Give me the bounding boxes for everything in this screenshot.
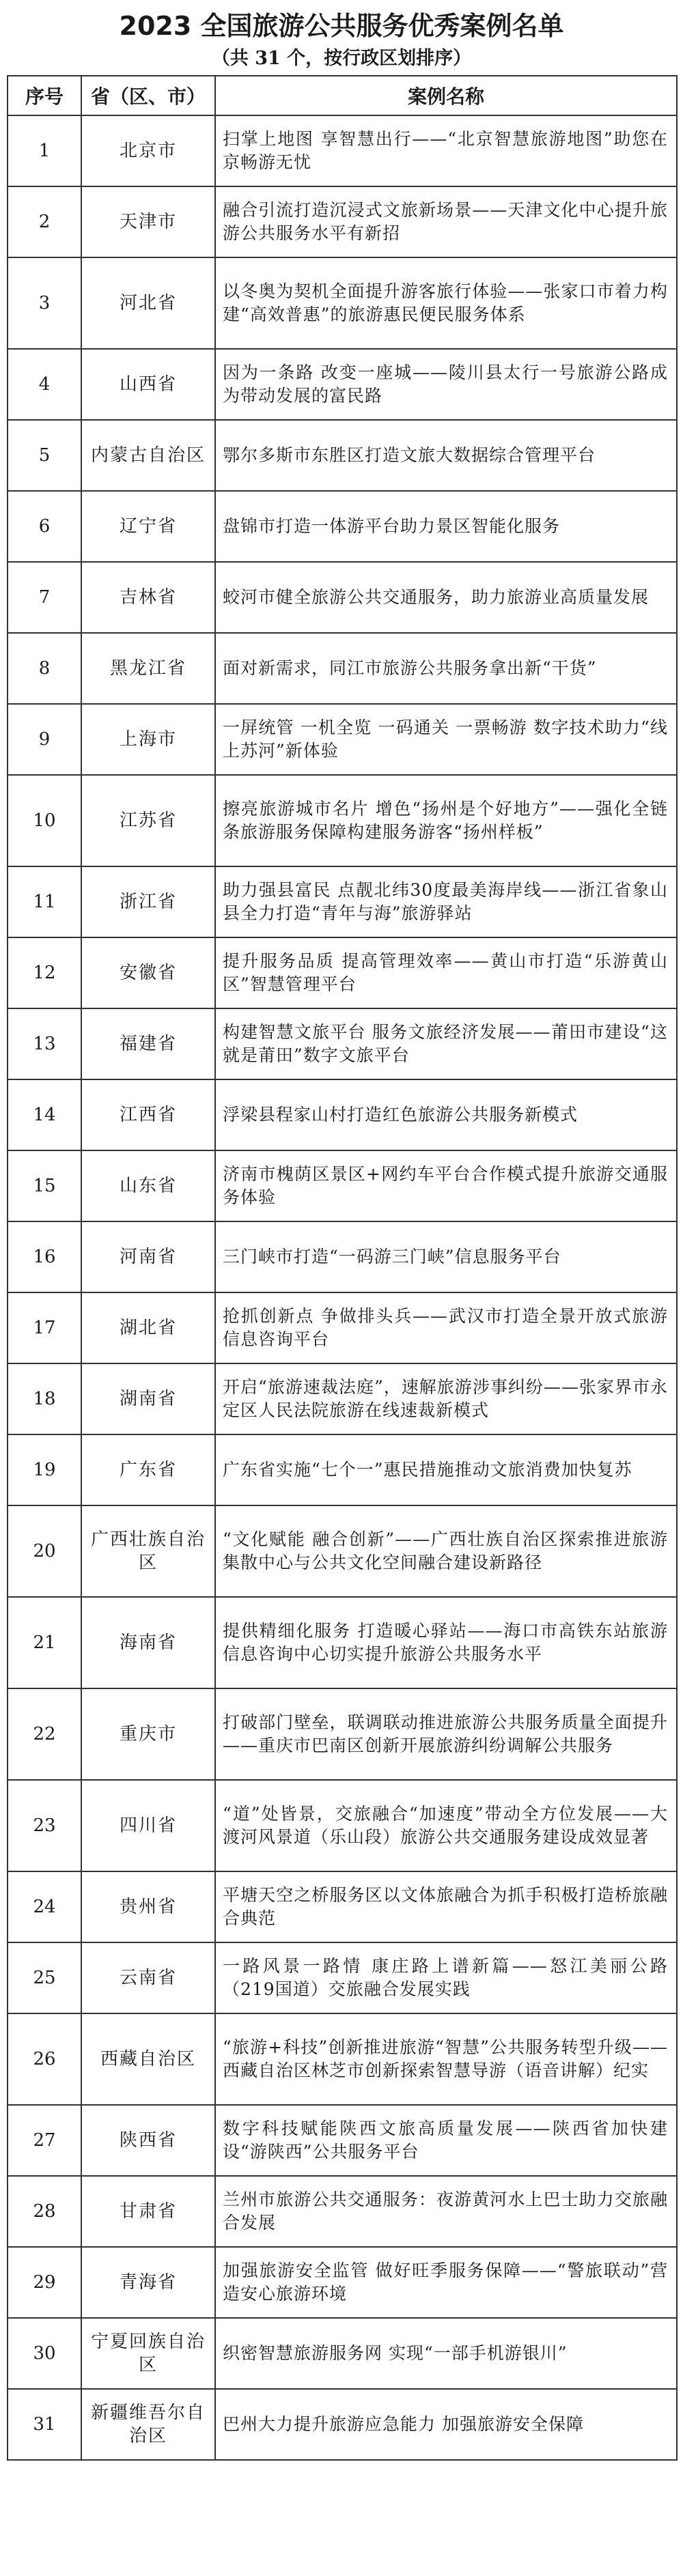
- row-case-name: “道”处皆景，交旅融合“加速度”带动全方位发展——大渡河风景道（乐山段）旅游公共交通服务建设成效显著: [215, 1780, 677, 1871]
- row-case-name: 提升服务品质 提高管理效率——黄山市打造“乐游黄山区”智慧管理平台: [215, 937, 677, 1008]
- row-case-name: 以冬奥为契机全面提升游客旅行体验——张家口市着力构建“高效普惠”的旅游惠民便民服务体系: [215, 257, 677, 349]
- row-province: 山东省: [81, 1150, 215, 1221]
- row-province: 江苏省: [81, 775, 215, 866]
- row-case-name: 一屏统管 一机全览 一码通关 一票畅游 数字技术助力“线上苏河”新体验: [215, 704, 677, 775]
- row-case-name: 浮梁县程家山村打造红色旅游公共服务新模式: [215, 1079, 677, 1150]
- table-row: [8, 2105, 677, 2176]
- table-row: [8, 1079, 677, 1150]
- row-case-name: 一路风景一路情 康庄路上谱新篇——怒江美丽公路（219国道）交旅融合发展实践: [215, 1942, 677, 2013]
- row-province: 海南省: [81, 1597, 215, 1688]
- row-province: 甘肃省: [81, 2176, 215, 2247]
- row-province: 天津市: [81, 186, 215, 257]
- row-number: 9: [8, 704, 81, 775]
- row-case-name: 提供精细化服务 打造暖心驿站——海口市高铁东站旅游信息咨询中心切实提升旅游公共服务水平: [215, 1597, 677, 1688]
- table-row: [8, 115, 677, 186]
- row-province: 湖北省: [81, 1292, 215, 1363]
- row-number: 14: [8, 1079, 81, 1150]
- table-row: [8, 1871, 677, 1942]
- row-province: 湖南省: [81, 1363, 215, 1434]
- table-row: [8, 937, 677, 1008]
- row-province: 北京市: [81, 115, 215, 186]
- row-case-name: 平塘天空之桥服务区以文体旅融合为抓手积极打造桥旅融合典范: [215, 1871, 677, 1942]
- row-number: 21: [8, 1597, 81, 1688]
- row-number: 31: [8, 2389, 81, 2460]
- row-number: 3: [8, 257, 81, 349]
- document-subtitle: （共 31 个，按行政区划排序）: [211, 48, 472, 69]
- table-body: [8, 115, 677, 2460]
- table-row: [8, 1150, 677, 1221]
- row-number: 22: [8, 1688, 81, 1780]
- table-row: [8, 2389, 677, 2460]
- row-case-name: 抢抓创新点 争做排头兵——武汉市打造全景开放式旅游信息咨询平台: [215, 1292, 677, 1363]
- row-number: 29: [8, 2247, 81, 2318]
- table-row: [8, 349, 677, 420]
- row-case-name: 打破部门壁垒，联调联动推进旅游公共服务质量全面提升——重庆市巴南区创新开展旅游纠纷调解公共服务: [215, 1688, 677, 1780]
- row-case-name: 织密智慧旅游服务网 实现“一部手机游银川”: [215, 2318, 677, 2389]
- row-number: 13: [8, 1008, 81, 1079]
- table-row: [8, 1780, 677, 1871]
- table-row: [8, 704, 677, 775]
- row-case-name: 面对新需求，同江市旅游公共服务拿出新“干货”: [215, 633, 677, 704]
- row-case-name: “旅游+科技”创新推进旅游“智慧”公共服务转型升级——西藏自治区林芝市创新探索智慧导游（语音讲解）纪实: [215, 2013, 677, 2105]
- row-number: 26: [8, 2013, 81, 2105]
- table-row: [8, 186, 677, 257]
- row-province: 陕西省: [81, 2105, 215, 2176]
- row-case-name: “文化赋能 融合创新”——广西壮族自治区探索推进旅游集散中心与公共文化空间融合建设新路径: [215, 1505, 677, 1597]
- row-number: 12: [8, 937, 81, 1008]
- row-province: 西藏自治区: [81, 2013, 215, 2105]
- row-number: 20: [8, 1505, 81, 1597]
- row-case-name: 盘锦市打造一体游平台助力景区智能化服务: [215, 491, 677, 562]
- row-number: 7: [8, 562, 81, 633]
- row-case-name: 助力强县富民 点靓北纬30度最美海岸线——浙江省象山县全力打造“青年与海”旅游驿站: [215, 866, 677, 937]
- table-row: [8, 1942, 677, 2013]
- table-row: [8, 2318, 677, 2389]
- table-row: [8, 1434, 677, 1505]
- row-case-name: 数字科技赋能陕西文旅高质量发展——陕西省加快建设“游陕西”公共服务平台: [215, 2105, 677, 2176]
- row-province: 江西省: [81, 1079, 215, 1150]
- row-number: 28: [8, 2176, 81, 2247]
- table-row: [8, 2247, 677, 2318]
- row-province: 宁夏回族自治区: [81, 2318, 215, 2389]
- table-row: [8, 1688, 677, 1780]
- row-province: 山西省: [81, 349, 215, 420]
- row-case-name: 开启“旅游速裁法庭”，速解旅游涉事纠纷——张家界市永定区人民法院旅游在线速裁新模式: [215, 1363, 677, 1434]
- row-number: 11: [8, 866, 81, 937]
- row-case-name: 扫掌上地图 享智慧出行——“北京智慧旅游地图”助您在京畅游无忧: [215, 115, 677, 186]
- row-case-name: 构建智慧文旅平台 服务文旅经济发展——莆田市建设“这就是莆田”数字文旅平台: [215, 1008, 677, 1079]
- row-case-name: 济南市槐荫区景区+网约车平台合作模式提升旅游交通服务体验: [215, 1150, 677, 1221]
- table-row: [8, 491, 677, 562]
- table-row: [8, 633, 677, 704]
- row-province: 广西壮族自治区: [81, 1505, 215, 1597]
- row-number: 6: [8, 491, 81, 562]
- row-province: 吉林省: [81, 562, 215, 633]
- row-number: 15: [8, 1150, 81, 1221]
- row-case-name: 鄂尔多斯市东胜区打造文旅大数据综合管理平台: [215, 420, 677, 491]
- row-number: 1: [8, 115, 81, 186]
- table-row: [8, 1008, 677, 1079]
- row-province: 河北省: [81, 257, 215, 349]
- header-number: 序号: [8, 76, 81, 115]
- row-province: 安徽省: [81, 937, 215, 1008]
- row-province: 重庆市: [81, 1688, 215, 1780]
- table-row: [8, 2013, 677, 2105]
- row-number: 16: [8, 1221, 81, 1292]
- table-row: [8, 1597, 677, 1688]
- table-row: [8, 562, 677, 633]
- table-row: [8, 420, 677, 491]
- row-number: 8: [8, 633, 81, 704]
- row-province: 云南省: [81, 1942, 215, 2013]
- header-province: 省（区、市）: [81, 76, 215, 115]
- header-case-name: 案例名称: [215, 76, 677, 115]
- row-case-name: 巴州大力提升旅游应急能力 加强旅游安全保障: [215, 2389, 677, 2460]
- case-list-table: [7, 75, 678, 2461]
- row-province: 福建省: [81, 1008, 215, 1079]
- row-province: 辽宁省: [81, 491, 215, 562]
- row-case-name: 蛟河市健全旅游公共交通服务，助力旅游业高质量发展: [215, 562, 677, 633]
- row-province: 青海省: [81, 2247, 215, 2318]
- row-number: 10: [8, 775, 81, 866]
- row-number: 25: [8, 1942, 81, 2013]
- row-province: 内蒙古自治区: [81, 420, 215, 491]
- table-header-row: [8, 76, 677, 115]
- row-number: 23: [8, 1780, 81, 1871]
- row-number: 4: [8, 349, 81, 420]
- row-case-name: 三门峡市打造“一码游三门峡”信息服务平台: [215, 1221, 677, 1292]
- row-province: 四川省: [81, 1780, 215, 1871]
- table-row: [8, 866, 677, 937]
- row-case-name: 兰州市旅游公共交通服务：夜游黄河水上巴士助力交旅融合发展: [215, 2176, 677, 2247]
- row-province: 广东省: [81, 1434, 215, 1505]
- row-province: 上海市: [81, 704, 215, 775]
- row-number: 19: [8, 1434, 81, 1505]
- document-title: 2023 全国旅游公共服务优秀案例名单: [119, 11, 564, 41]
- table-row: [8, 1363, 677, 1434]
- row-case-name: 融合引流打造沉浸式文旅新场景——天津文化中心提升旅游公共服务水平有新招: [215, 186, 677, 257]
- table-header: [8, 76, 677, 115]
- table-row: [8, 2176, 677, 2247]
- row-province: 新疆维吾尔自治区: [81, 2389, 215, 2460]
- row-province: 黑龙江省: [81, 633, 215, 704]
- row-number: 5: [8, 420, 81, 491]
- table-row: [8, 257, 677, 349]
- table-row: [8, 775, 677, 866]
- row-case-name: 广东省实施“七个一”惠民措施推动文旅消费加快复苏: [215, 1434, 677, 1505]
- table-row: [8, 1221, 677, 1292]
- row-number: 27: [8, 2105, 81, 2176]
- row-case-name: 加强旅游安全监管 做好旺季服务保障——“警旅联动”营造安心旅游环境: [215, 2247, 677, 2318]
- row-province: 贵州省: [81, 1871, 215, 1942]
- row-province: 河南省: [81, 1221, 215, 1292]
- row-number: 2: [8, 186, 81, 257]
- table-row: [8, 1505, 677, 1597]
- row-case-name: 擦亮旅游城市名片 增色“扬州是个好地方”——强化全链条旅游服务保障构建服务游客“扬州样板”: [215, 775, 677, 866]
- row-number: 30: [8, 2318, 81, 2389]
- row-case-name: 因为一条路 改变一座城——陵川县太行一号旅游公路成为带动发展的富民路: [215, 349, 677, 420]
- table-row: [8, 1292, 677, 1363]
- row-province: 浙江省: [81, 866, 215, 937]
- row-number: 24: [8, 1871, 81, 1942]
- row-number: 17: [8, 1292, 81, 1363]
- row-number: 18: [8, 1363, 81, 1434]
